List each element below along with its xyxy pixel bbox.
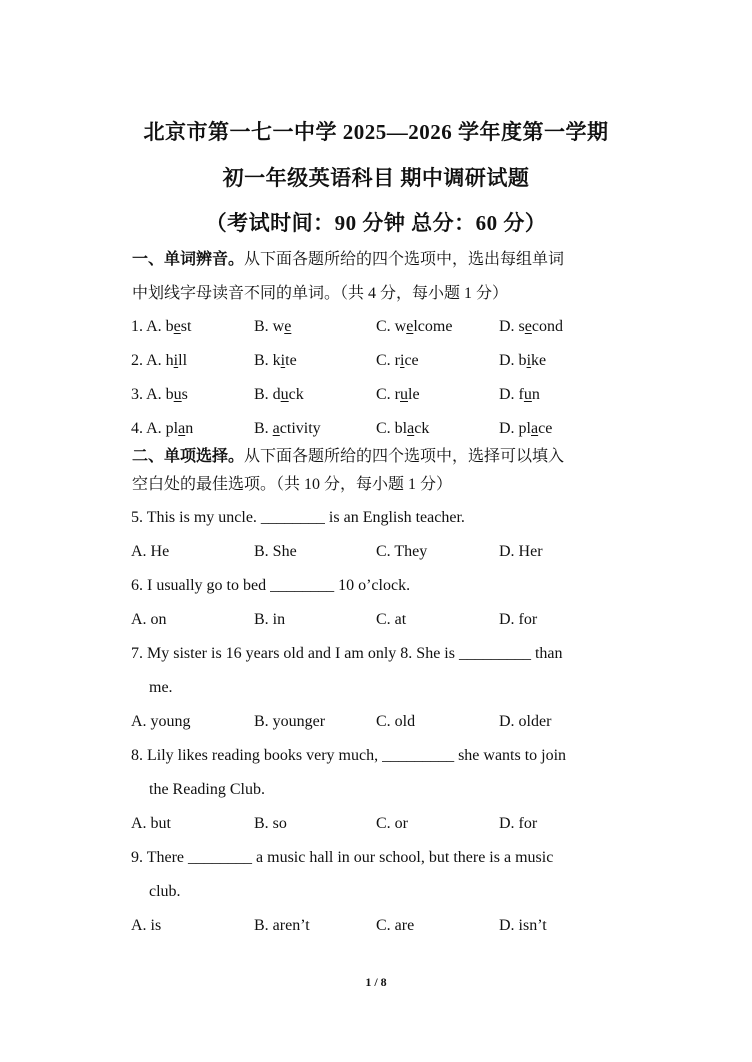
underlined-letter: u xyxy=(173,386,182,403)
option-c: C. or xyxy=(376,815,408,832)
option-a: 4. A. plan xyxy=(131,420,194,437)
option-b: B. in xyxy=(254,611,286,628)
option-c: C. welcome xyxy=(376,318,453,335)
option-c: C. They xyxy=(376,543,428,560)
section2-instructions xyxy=(132,443,632,499)
exam-title: 北京市第一七一中学 2025—2026 学年度第一学期 xyxy=(143,120,609,144)
option-a: A. young xyxy=(131,713,191,730)
question-8-cont: the Reading Club. xyxy=(149,781,265,798)
option-a: 2. A. hill xyxy=(131,352,188,369)
option-a: A. He xyxy=(131,543,170,560)
underlined-letter: e xyxy=(406,318,414,335)
question-8: 8. Lily likes reading books very much, _________ she wants to join xyxy=(131,747,567,764)
option-c: C. are xyxy=(376,917,415,934)
section1-heading: 一、单词辨音。 xyxy=(132,251,245,268)
underlined-letter: i xyxy=(280,352,286,369)
option-b: B. duck xyxy=(254,386,304,403)
option-a: 3. A. bus xyxy=(131,386,188,403)
underlined-letter: i xyxy=(400,352,405,369)
option-c: C. at xyxy=(376,611,407,628)
question-7-cont: me. xyxy=(149,679,173,696)
question-7: 7. My sister is 16 years old and I am only 8. She is _________ than xyxy=(131,645,563,662)
section1-instr-line1: 从下面各题所给的四个选项中，选出每组单词 xyxy=(244,251,565,268)
option-c: C. rice xyxy=(376,352,419,369)
section2-instr-line2: 空白处的最佳选项。（共 10 分，每小题 1 分） xyxy=(132,476,453,493)
question-5: 5. This is my uncle. ________ is an English teacher. xyxy=(131,509,465,526)
option-b: B. aren’t xyxy=(254,917,310,934)
underlined-letter: i xyxy=(526,352,532,369)
underlined-letter: u xyxy=(523,386,532,403)
question-8-options xyxy=(0,815,752,845)
option-c: C. rule xyxy=(376,386,420,403)
option-b: B. She xyxy=(254,543,297,560)
option-b: B. younger xyxy=(254,713,326,730)
question-9-options xyxy=(0,917,752,947)
exam-subtitle: 初一年级英语科目 期中调研试题 xyxy=(222,166,530,190)
underlined-letter: a xyxy=(531,420,539,437)
option-b: B. activity xyxy=(254,420,321,437)
page-number: 1 / 8 xyxy=(365,975,387,989)
underlined-letter: a xyxy=(272,420,280,437)
option-d: D. second xyxy=(499,318,563,335)
option-c: C. old xyxy=(376,713,416,730)
option-a: A. on xyxy=(131,611,167,628)
question-9: 9. There ________ a music hall in our school, but there is a music xyxy=(131,849,554,866)
section1-instructions xyxy=(132,243,632,311)
option-d: D. isn’t xyxy=(499,917,547,934)
underlined-letter: a xyxy=(407,420,415,437)
option-b: B. so xyxy=(254,815,287,832)
question-3-options xyxy=(0,386,752,416)
underlined-letter: u xyxy=(280,386,289,403)
option-d: D. for xyxy=(499,611,538,628)
underlined-letter: e xyxy=(524,318,532,335)
question-6-options xyxy=(0,611,752,641)
underlined-letter: e xyxy=(284,318,292,335)
option-b: B. kite xyxy=(254,352,297,369)
option-d: D. place xyxy=(499,420,553,437)
option-d: D. Her xyxy=(499,543,543,560)
exam-time-score: （考试时间：90 分钟 总分：60 分） xyxy=(205,211,547,235)
question-6: 6. I usually go to bed ________ 10 o’clock. xyxy=(131,577,411,594)
option-c: C. black xyxy=(376,420,430,437)
option-a: A. is xyxy=(131,917,162,934)
section2-instr-line1: 从下面各题所给的四个选项中，选择可以填入 xyxy=(244,448,565,465)
section2-heading: 二、单项选择。 xyxy=(132,448,245,465)
question-9-cont: club. xyxy=(149,883,181,900)
option-d: D. for xyxy=(499,815,538,832)
question-1-options xyxy=(0,318,752,348)
option-d: D. bike xyxy=(499,352,547,369)
underlined-letter: i xyxy=(173,352,179,369)
question-5-options xyxy=(0,543,752,573)
underlined-letter: u xyxy=(400,386,408,403)
option-d: D. fun xyxy=(499,386,540,403)
option-d: D. older xyxy=(499,713,552,730)
option-a: A. but xyxy=(131,815,171,832)
underlined-letter: a xyxy=(178,420,186,437)
section1-instr-line2: 中划线字母读音不同的单词。（共 4 分，每小题 1 分） xyxy=(132,285,509,302)
option-b: B. we xyxy=(254,318,292,335)
underlined-letter: e xyxy=(173,318,181,335)
question-2-options xyxy=(0,352,752,382)
option-a: 1. A. best xyxy=(131,318,192,335)
question-7-options xyxy=(0,713,752,743)
